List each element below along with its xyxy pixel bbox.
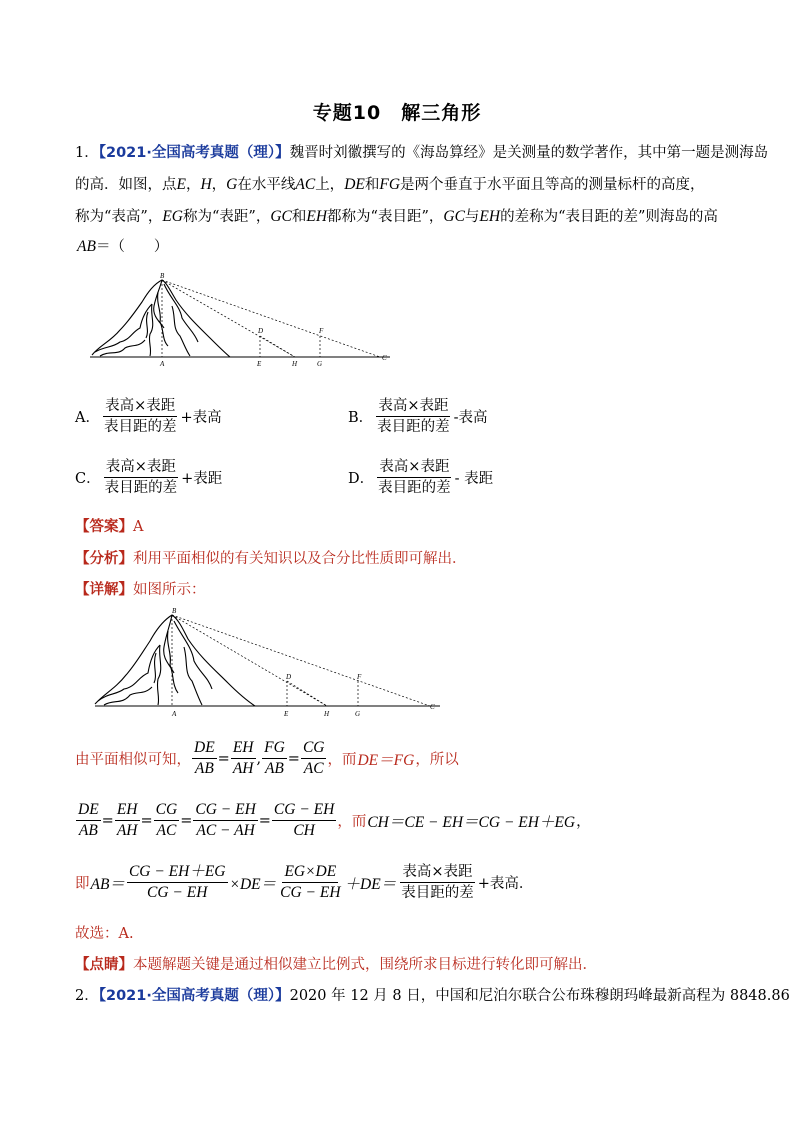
q1-line2: [75, 175, 705, 195]
label-H: H: [292, 360, 298, 368]
q1-text-2f: 和: [364, 177, 380, 193]
frac-den: AH: [116, 822, 138, 839]
frac-den: AH: [232, 760, 254, 777]
answer-line: [75, 517, 143, 537]
frac-den: AC: [156, 822, 177, 839]
option-C-label: C．: [75, 471, 101, 487]
q2-source-tag: 【2021·全国高考真题（理）】: [98, 988, 290, 1004]
q1-line3: [75, 207, 718, 227]
eq3-plus: ＋DE＝: [344, 875, 397, 893]
frac-den: AC − AH: [196, 822, 255, 839]
eq1-prefix: 由平面相似可知，: [75, 752, 191, 768]
eq1-frac-3: [262, 738, 287, 779]
q1-text-1: 魏晋时刘徽撰写的《海岛算经》是关测量的数学著作，其中第一题是测海岛: [289, 145, 769, 161]
answer-value: A: [133, 519, 144, 535]
q1-source-tag: 【2021·全国高考真题（理）】: [98, 145, 290, 161]
frac-den: 表目距的差: [104, 480, 178, 496]
frac-den: 表目距的差: [401, 885, 474, 901]
q2-line1: [75, 986, 790, 1006]
frac-num: EH: [115, 800, 140, 821]
frac-num: DE: [192, 738, 217, 759]
frac-num: EG×DE: [282, 862, 338, 883]
label2-D: D: [286, 673, 292, 681]
q2-number: 2．: [75, 988, 99, 1004]
var-AB: AB: [77, 238, 96, 255]
var-EH-2: EH: [479, 208, 501, 225]
eq3-lhs: AB＝: [90, 875, 125, 893]
label-F: F: [319, 327, 324, 335]
frac-num: FG: [262, 738, 287, 759]
eq2-frac-2: [115, 800, 140, 841]
option-C[interactable]: [75, 457, 222, 498]
label-E: E: [257, 360, 262, 368]
answer-label: 【答案】: [75, 519, 133, 535]
option-B-fraction: [375, 396, 452, 437]
var-GC: GC: [270, 208, 292, 225]
eq3-frac-1: [127, 862, 228, 903]
option-C-fraction: [103, 457, 180, 498]
q1-text-2e: 上，: [315, 177, 345, 193]
eq1-suffix: ，所以: [415, 752, 459, 768]
choose-line: 故选：A.: [75, 926, 134, 942]
frac-den: 表目距的差: [377, 419, 450, 435]
option-B[interactable]: [348, 396, 488, 437]
var-EH: EH: [306, 208, 328, 225]
eq2-frac-3: [154, 800, 180, 841]
q1-text-3f: 的差称为“表目距的差”则海岛的高: [500, 209, 718, 225]
detail-text: 如图所示：: [133, 582, 206, 598]
eq2-equals-3: =: [180, 812, 193, 829]
label2-B: B: [172, 607, 177, 615]
equation-3: [75, 862, 533, 903]
var-G: G: [226, 176, 238, 193]
frac-den: AB: [264, 760, 284, 777]
q1-text-2c: ，: [211, 177, 227, 193]
frac-den: 表目距的差: [378, 480, 451, 496]
eq2-suffix: ，: [576, 814, 591, 830]
option-A[interactable]: [75, 396, 222, 437]
label2-A: A: [172, 710, 177, 718]
q1-text-2a: 的高．如图，点: [75, 177, 177, 193]
frac-num: CG − EH＋EG: [127, 862, 228, 883]
comment-line: [75, 955, 597, 975]
frac-den: AB: [78, 822, 98, 839]
frac-num: EH: [231, 738, 256, 759]
frac-num: 表高×表距: [104, 457, 178, 478]
frac-den: 表目距的差: [103, 419, 177, 435]
var-DE: DE: [344, 176, 365, 193]
eq3-times: ×DE＝: [229, 875, 277, 893]
eq2-equals-1: =: [101, 812, 114, 829]
frac-den: AB: [194, 760, 214, 777]
q1-text-3c: 和: [291, 209, 307, 225]
detail-line: [75, 580, 206, 600]
analysis-line: [75, 549, 467, 569]
analysis-label: 【分析】: [75, 551, 133, 567]
label2-H: H: [324, 710, 330, 718]
eq2-frac-4: [193, 800, 257, 841]
eq1-relation: DE＝FG: [357, 751, 415, 769]
equation-1: [75, 738, 459, 779]
q1-line4: [77, 237, 168, 257]
island-figure-2: [90, 605, 445, 720]
label-B: B: [160, 272, 165, 280]
frac-num: 表高×表距: [103, 396, 177, 417]
label-D: D: [258, 327, 264, 335]
var-AC: AC: [295, 176, 316, 193]
comment-text: 本题解题关键是通过相似建立比例式，围绕所求目标进行转化即可解出．: [133, 957, 597, 973]
label2-F: F: [357, 673, 362, 681]
eq3-frac-3: [399, 862, 476, 903]
eq2-frac-5: [272, 800, 336, 841]
eq2-equals-4: =: [258, 812, 271, 829]
eq3-prefix: 即: [75, 876, 90, 892]
label2-E: E: [284, 710, 289, 718]
option-B-label: B．: [348, 410, 374, 426]
eq1-equals-2: =: [287, 750, 300, 767]
frac-num: CG − EH: [272, 800, 336, 821]
label-G: G: [317, 360, 323, 368]
frac-den: CG − EH: [280, 884, 341, 901]
frac-den: CG − EH: [147, 884, 208, 901]
option-D[interactable]: [348, 457, 493, 498]
frac-den: AC: [303, 760, 324, 777]
island-figure-1: [90, 270, 395, 370]
eq1-frac-4: [301, 738, 327, 779]
option-D-fraction: [376, 457, 453, 498]
sight-line-BC: [162, 280, 380, 357]
q1-blank: ＝（ ）: [95, 239, 169, 255]
q1-text-3a: 称为“表高”，: [75, 209, 163, 225]
var-GC-2: GC: [443, 208, 465, 225]
option-A-fraction: [102, 396, 179, 437]
var-H: H: [200, 176, 212, 193]
label-C: C: [382, 354, 387, 362]
option-A-tail: +表高: [180, 410, 222, 426]
eq1-equals: =: [217, 750, 230, 767]
option-D-tail: - 表距: [454, 471, 494, 487]
eq3-tail: +表高．: [477, 876, 534, 892]
label2-G: G: [355, 710, 361, 718]
var-FG: FG: [379, 176, 401, 193]
q1-text-2g: 是两个垂直于水平面且等高的测量标杆的高度，: [400, 177, 705, 193]
page-title: 专题10 解三角形: [312, 102, 482, 124]
q2-text: 2020 年 12 月 8 日，中国和尼泊尔联合公布珠穆朗玛峰最新高程为 8848.86: [289, 988, 790, 1004]
q1-text-3e: 与: [464, 209, 480, 225]
eq1-comma: ,: [256, 750, 262, 767]
eq2-frac-1: [76, 800, 101, 841]
frac-num: 表高×表距: [400, 862, 474, 883]
label-A: A: [160, 360, 165, 368]
comment-label: 【点睛】: [75, 957, 133, 973]
q1-text-2b: ，: [185, 177, 201, 193]
option-A-label: A．: [75, 410, 100, 426]
q1-text-2d: 在水平线: [237, 177, 296, 193]
var-E: E: [176, 176, 186, 193]
analysis-text: 利用平面相似的有关知识以及合分比性质即可解出．: [133, 551, 467, 567]
frac-num: 表高×表距: [376, 396, 450, 417]
eq1-mid: ，而: [327, 752, 357, 768]
frac-num: CG − EH: [193, 800, 257, 821]
q1-text-3b: 称为“表距”，: [183, 209, 271, 225]
eq2-equals-2: =: [140, 812, 153, 829]
var-EG: EG: [162, 208, 183, 225]
eq1-frac-1: [192, 738, 217, 779]
eq2-mid: ，而: [337, 814, 367, 830]
equation-2: [75, 800, 591, 841]
frac-num: CG: [301, 738, 327, 759]
frac-den: CH: [293, 822, 315, 839]
label2-C: C: [430, 703, 435, 711]
frac-num: DE: [76, 800, 101, 821]
q1-line1: [75, 143, 768, 163]
option-B-tail: -表高: [453, 410, 488, 426]
eq1-frac-2: [231, 738, 256, 779]
option-C-tail: +表距: [181, 471, 223, 487]
option-D-label: D．: [348, 471, 375, 487]
detail-label: 【详解】: [75, 582, 133, 598]
frac-num: 表高×表距: [377, 457, 451, 478]
frac-num: CG: [154, 800, 180, 821]
eq2-relation: CH＝CE − EH＝CG − EH＋EG: [367, 813, 576, 831]
q1-number: 1．: [75, 145, 99, 161]
q1-text-3d: 都称为“表目距”，: [327, 209, 444, 225]
eq3-frac-2: [278, 862, 342, 903]
